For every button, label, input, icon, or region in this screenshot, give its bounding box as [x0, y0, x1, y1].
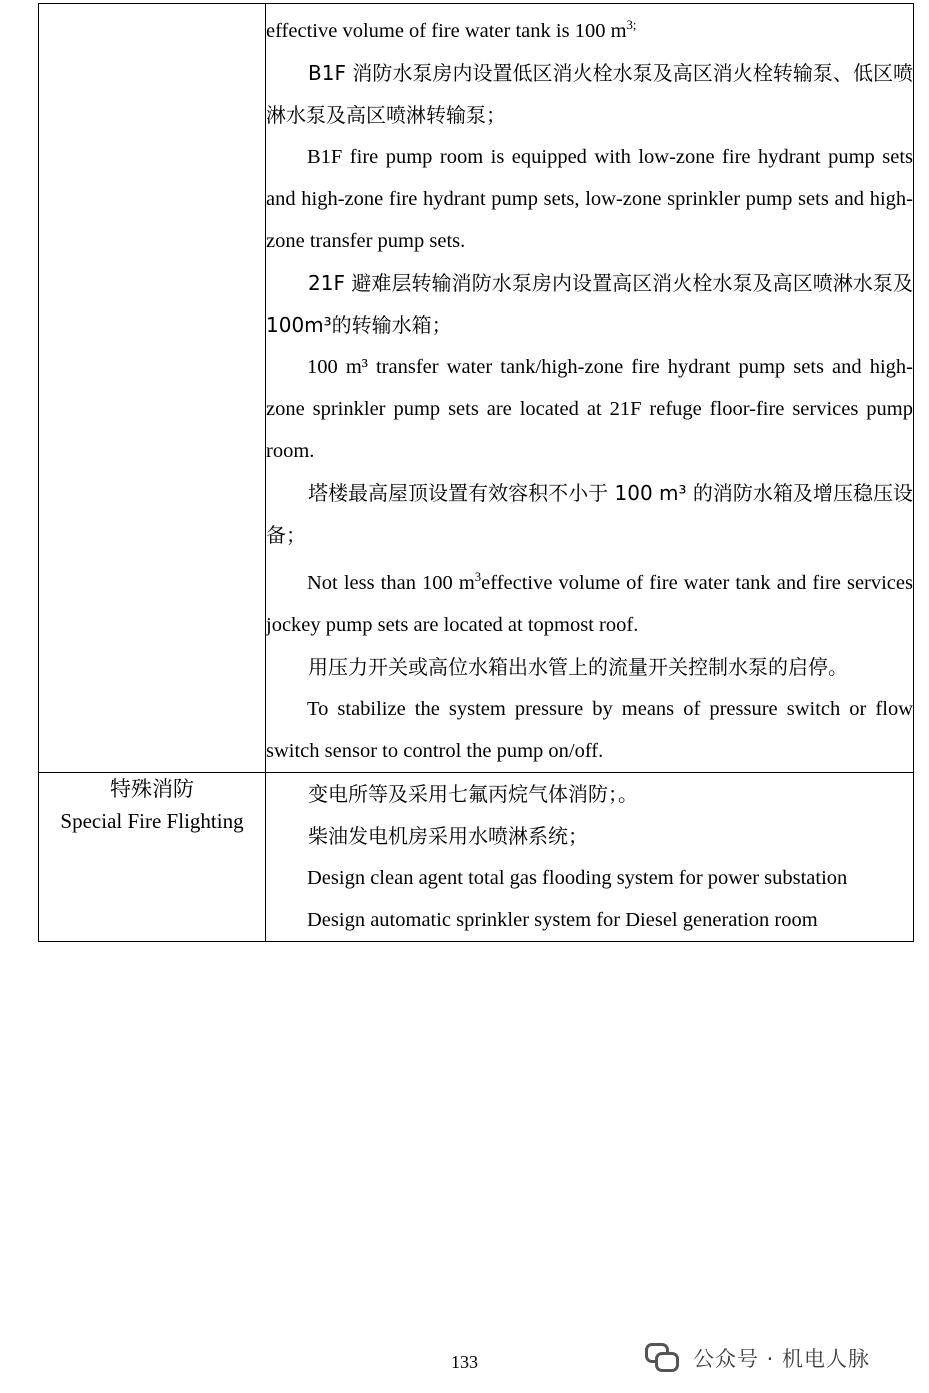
paragraph: 用压力开关或高位水箱出水管上的流量开关控制水泵的启停。: [308, 654, 848, 679]
row-label-en: Special Fire Flighting: [60, 809, 244, 834]
paragraph: 柴油发电机房采用水喷淋系统；: [308, 823, 588, 848]
paragraph: Not less than 100 $m^3effective$ volume of fire water tank and fire services jockey pump sets are located at topmost roof.: [266, 569, 913, 636]
page-number: 133: [451, 1352, 478, 1372]
paragraph: 21F 避难层转输消防水泵房内设置高区消火栓水泵及高区喷淋水泵及 100m³的转输水箱；: [266, 270, 913, 337]
row-label-cell: [39, 772, 266, 941]
paragraph: 塔楼最高屋顶设置有效容积不小于 100 m³ 的消防水箱及增压稳压设备；: [266, 480, 913, 547]
specification-table: [38, 3, 914, 942]
paragraph: Design clean agent total gas flooding system for power substation: [307, 866, 848, 889]
watermark: [645, 1343, 870, 1373]
paragraph: 变电所等及采用七氟丙烷气体消防；。: [308, 781, 638, 806]
row-label-cn: 特殊消防: [110, 776, 194, 801]
watermark-text: 公众号 · 机电人脉: [693, 1347, 871, 1371]
row-label-cell: [39, 4, 266, 773]
paragraph: 100 m³ transfer water tank/high-zone fire hydrant pump sets and high-zone sprinkler pump sets are located at 21F refuge floor-fire services pump room.: [266, 355, 913, 462]
row-content-cell: [266, 772, 914, 941]
table-row: [39, 4, 914, 773]
paragraph: To stabilize the system pressure by means of pressure switch or flow switch sensor to control the pump on/off.: [266, 697, 913, 762]
paragraph: effective volume of fire water tank is 100 $m^{3;}$: [266, 18, 637, 42]
chat-bubbles-icon: [645, 1343, 679, 1373]
paragraph: Design automatic sprinkler system for Diesel generation room: [307, 908, 818, 931]
paragraph: B1F 消防水泵房内设置低区消火栓水泵及高区消火栓转输泵、低区喷淋水泵及高区喷淋转输泵；: [266, 60, 913, 127]
row-content-cell: [266, 4, 914, 773]
table-row: [39, 772, 914, 941]
paragraph: B1F fire pump room is equipped with low-zone fire hydrant pump sets and high-zone fire hydrant pump sets, low-zone sprinkler pump sets and high-zone transfer pump sets.: [266, 145, 913, 252]
